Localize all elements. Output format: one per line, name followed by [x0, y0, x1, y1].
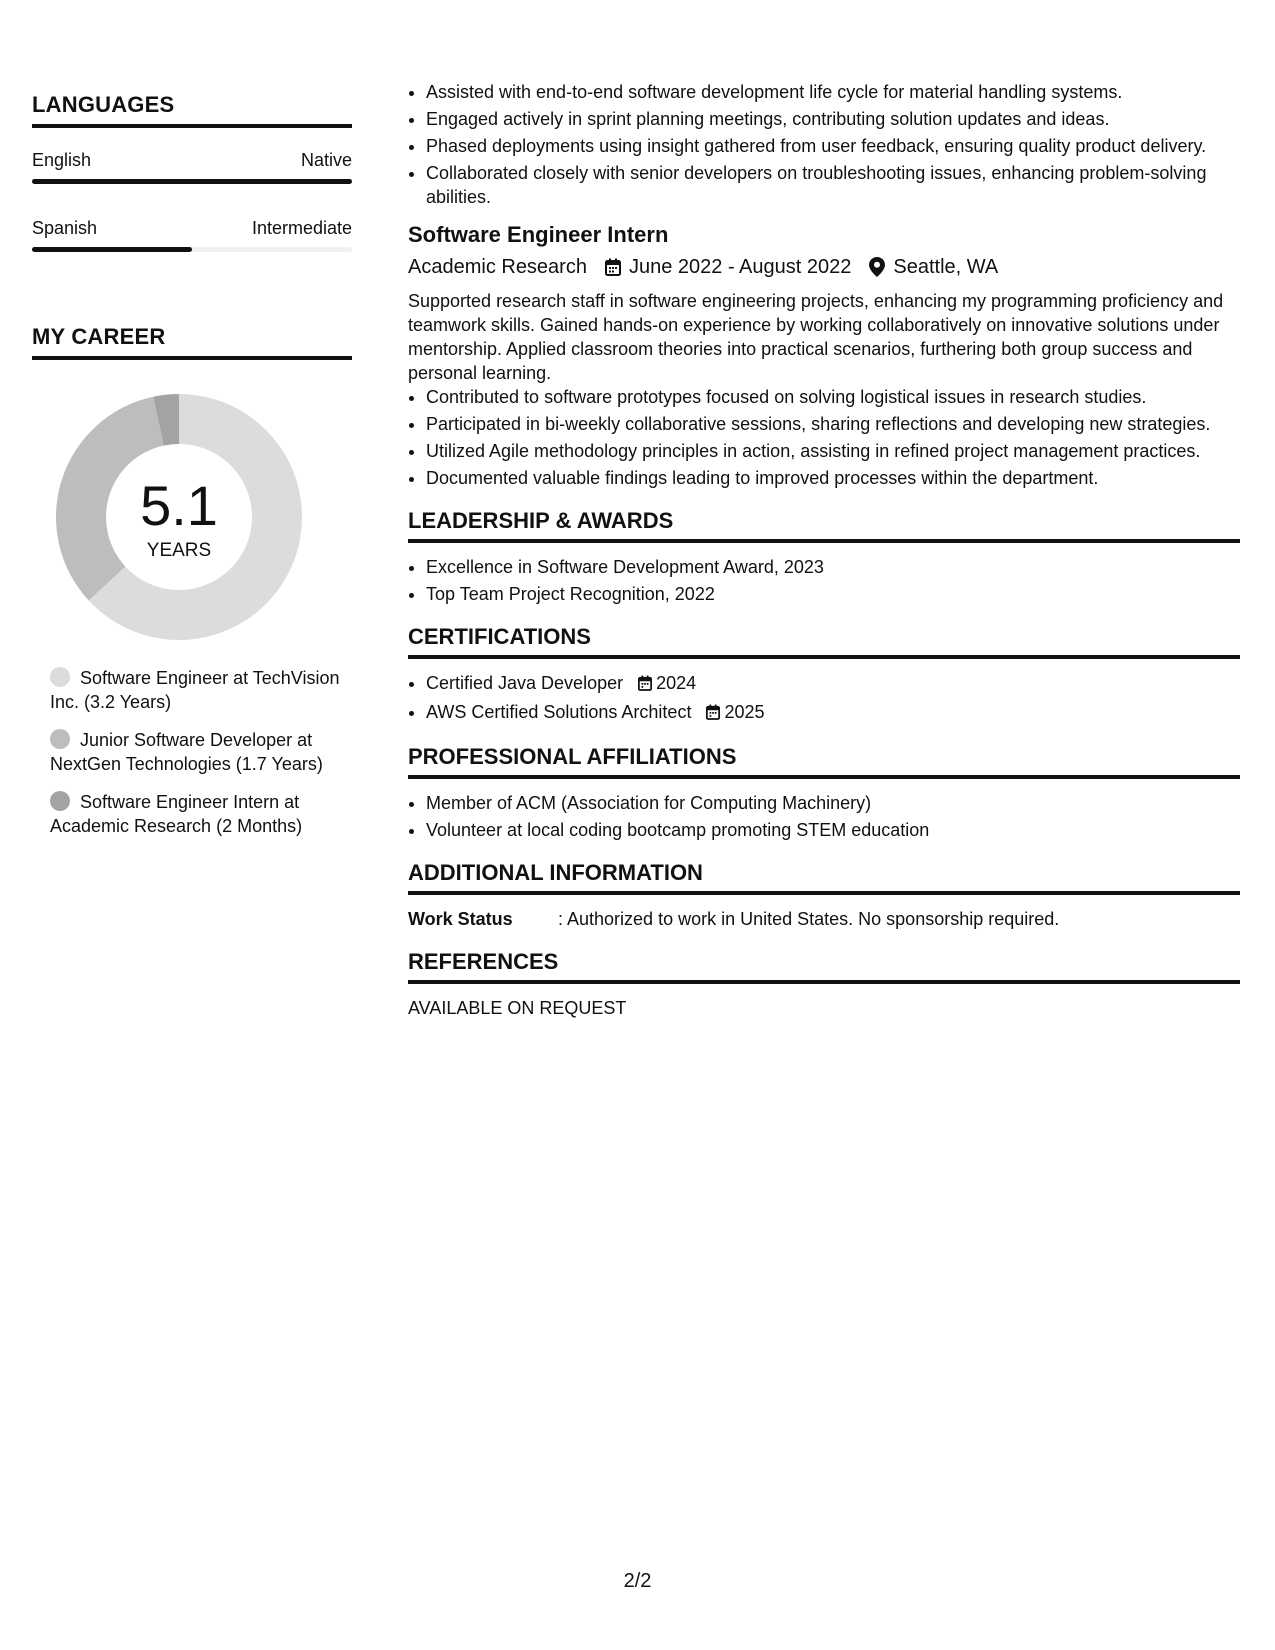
job-location: Seattle, WA — [893, 256, 999, 278]
job-bullets — [408, 385, 1240, 490]
legend-swatch — [50, 729, 70, 749]
certification-year: 2024 — [656, 673, 697, 693]
work-status-label: Work Status — [408, 909, 513, 929]
page-number: 2/2 — [623, 1570, 652, 1592]
bullet-item: • Engaged actively in sprint planning meetings, contributing solution updates and ideas. — [426, 107, 1240, 131]
work-status-value: : Authorized to work in United States. No sponsorship required. — [558, 909, 1060, 929]
language-level: Intermediate — [251, 218, 352, 238]
affiliation-item: • Member of ACM (Association for Computing Machinery) — [426, 791, 1240, 815]
legend-label: Software Engineer Intern at Academic Research (2 Months) — [50, 792, 303, 836]
language-item — [32, 150, 352, 184]
legend-item — [50, 790, 352, 838]
award-item: • Top Team Project Recognition, 2022 — [426, 582, 1240, 606]
bullet-item: • Participated in bi-weekly collaborative sessions, sharing reflections and developing new strategies. — [426, 412, 1240, 436]
references-text: AVAILABLE ON REQUEST — [408, 998, 627, 1018]
language-proficiency-fill — [32, 247, 192, 252]
left-column — [32, 92, 352, 852]
job-dates: June 2022 - August 2022 — [628, 256, 852, 278]
legend-item — [50, 728, 352, 776]
bullet-item: • Assisted with end-to-end software development life cycle for material handling systems. — [426, 80, 1240, 104]
affiliations-heading: PROFESSIONAL AFFILIATIONS — [408, 744, 1240, 779]
map-pin-icon — [869, 257, 885, 277]
career-total-unit: YEARS — [146, 540, 212, 561]
certification-name: AWS Certified Solutions Architect — [426, 702, 692, 722]
calendar-icon — [706, 702, 720, 726]
calendar-icon — [605, 258, 621, 276]
language-proficiency-fill — [32, 179, 352, 184]
legend-swatch — [50, 667, 70, 687]
affiliation-item: • Volunteer at local coding bootcamp promoting STEM education — [426, 818, 1240, 842]
calendar-icon — [638, 673, 652, 697]
language-level: Native — [300, 150, 352, 170]
job-meta — [408, 255, 1240, 279]
career-total-years: 5.1 — [140, 474, 218, 537]
work-status-row — [408, 907, 1240, 931]
language-proficiency-bar — [32, 247, 352, 252]
certifications-list — [408, 671, 1240, 726]
certification-year: 2025 — [724, 702, 765, 722]
bullet-item: • Phased deployments using insight gathered from user feedback, ensuring quality product delivery. — [426, 134, 1240, 158]
career-legend — [32, 666, 352, 838]
bullet-item: • Collaborated closely with senior developers on troubleshooting issues, enhancing problem-solving abilities. — [426, 161, 1240, 209]
legend-label: Software Engineer at TechVision Inc. (3.2 Years) — [50, 668, 340, 712]
language-name: Spanish — [32, 218, 98, 238]
language-item — [32, 218, 352, 252]
certification-name: Certified Java Developer — [426, 673, 624, 693]
certification-item — [426, 700, 1240, 726]
legend-label: Junior Software Developer at NextGen Technologies (1.7 Years) — [50, 730, 323, 774]
career-heading: MY CAREER — [32, 324, 352, 360]
certification-item — [426, 671, 1240, 697]
leadership-list — [408, 555, 1240, 606]
previous-job-bullets — [408, 80, 1240, 209]
job-company: Academic Research — [408, 256, 587, 278]
job-title: Software Engineer Intern — [408, 222, 669, 247]
affiliations-list — [408, 791, 1240, 842]
language-proficiency-bar — [32, 179, 352, 184]
bullet-item: • Contributed to software prototypes focused on solving logistical issues in research studies. — [426, 385, 1240, 409]
job-summary: Supported research staff in software engineering projects, enhancing my programming proficiency and teamwork skills. Gained hands-on experience by working collaboratively on innovative solutions under mentorship. Applied classroom theories into practical scenarios, furthering both group success and personal learning. — [408, 291, 1224, 383]
certifications-heading: CERTIFICATIONS — [408, 624, 1240, 659]
languages-heading: LANGUAGES — [32, 92, 352, 128]
language-name: English — [32, 150, 92, 170]
legend-item — [50, 666, 352, 714]
additional-info-heading: ADDITIONAL INFORMATION — [408, 860, 1240, 895]
legend-swatch — [50, 791, 70, 811]
leadership-heading: LEADERSHIP & AWARDS — [408, 508, 1240, 543]
bullet-item: • Utilized Agile methodology principles in action, assisting in refined project management practices. — [426, 439, 1240, 463]
right-column — [408, 80, 1240, 1020]
career-donut-chart — [56, 394, 302, 640]
bullet-item: • Documented valuable findings leading to improved processes within the department. — [426, 466, 1240, 490]
award-item: • Excellence in Software Development Award, 2023 — [426, 555, 1240, 579]
references-heading: REFERENCES — [408, 949, 1240, 984]
